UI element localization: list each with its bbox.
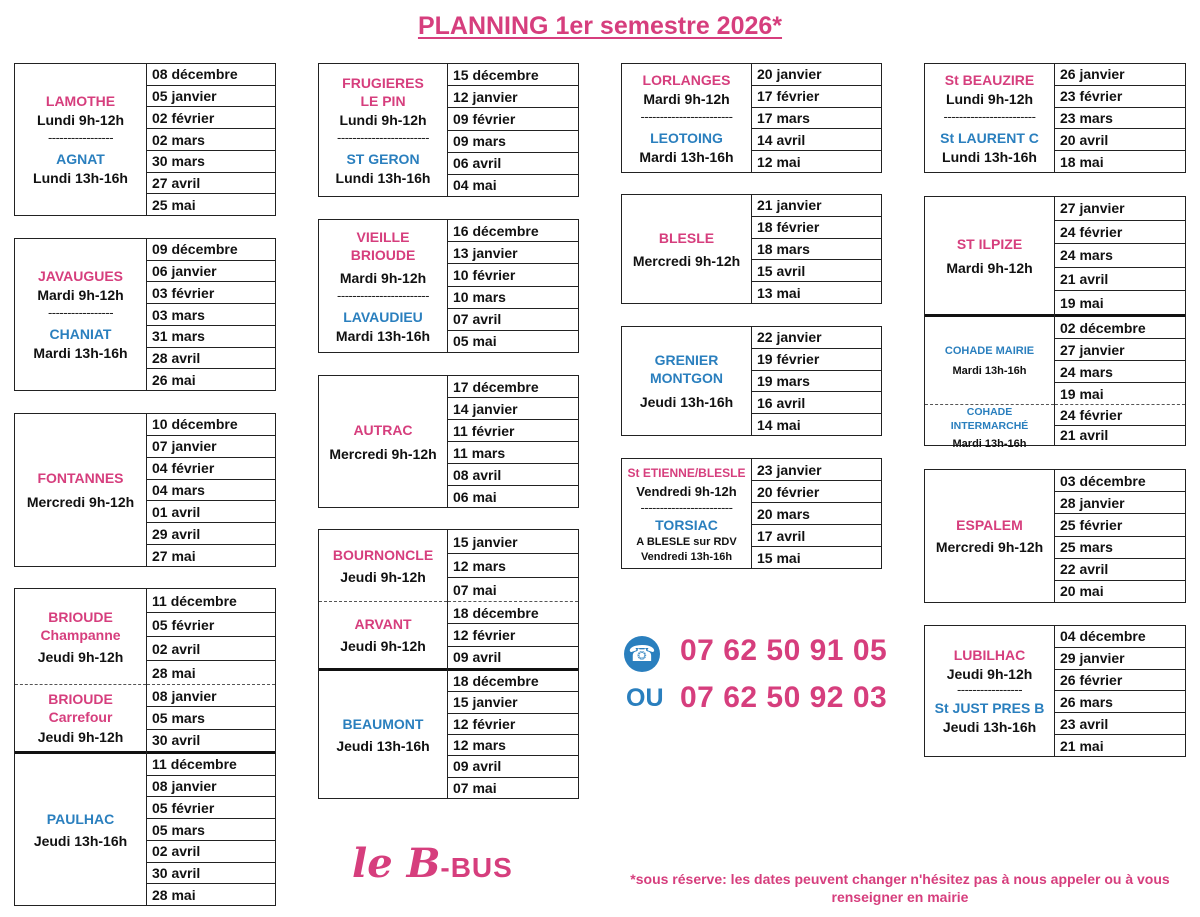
schedule-time: Mercredi 9h-12h: [329, 445, 437, 462]
commune-subname: Carrefour: [48, 709, 113, 725]
date-cell: 11 février: [448, 419, 578, 441]
date-cell: 19 mai: [1055, 382, 1185, 404]
schedule-time: Mercredi 9h-12h: [632, 252, 741, 269]
date-cell: 08 janvier: [152, 687, 217, 704]
date-cell: 05 février: [147, 796, 275, 818]
phone-number-1[interactable]: 07 62 50 91 05: [680, 634, 888, 667]
schedule-time: Jeudi 9h-12h: [37, 648, 124, 665]
date-cell: 02 avril: [147, 636, 275, 660]
date-cell: 05 février: [147, 612, 275, 636]
page-title: PLANNING 1er semestre 2026*: [417, 12, 783, 40]
date-cell: 07 avril: [448, 308, 578, 330]
date-cell: 02 mars: [147, 128, 275, 150]
date-cell: 03 décembre: [1060, 472, 1146, 489]
schedule-lubilhac-st-just: [924, 625, 1186, 757]
date-cell: 23 février: [1055, 85, 1185, 107]
date-cell: 12 février: [448, 713, 578, 734]
schedule-time: Vendredi 9h-12h: [636, 483, 737, 499]
or-label: OU: [626, 684, 664, 712]
commune-name: TORSIAC: [655, 516, 718, 533]
date-cell: 16 avril: [752, 391, 881, 413]
schedule-time: Jeudi 13h-16h: [336, 737, 430, 754]
commune-name: LUBILHAC: [953, 647, 1026, 663]
date-cell: 25 mai: [147, 193, 275, 215]
commune-name: ESPALEM: [956, 517, 1023, 533]
date-cell: 26 mars: [1055, 690, 1185, 712]
date-cell: 05 mars: [147, 818, 275, 840]
date-cell: 14 mai: [752, 413, 881, 435]
date-cell: 26 février: [1055, 669, 1185, 691]
schedule-bournoncle-arvant-beaumont: [318, 529, 579, 799]
date-cell: 20 février: [752, 480, 881, 502]
date-cell: 29 janvier: [1055, 647, 1185, 669]
date-cell: 04 mars: [147, 479, 275, 501]
schedule-time: Mardi 9h-12h: [37, 287, 124, 303]
commune-name: St JUST PRES B: [934, 700, 1045, 716]
date-cell: 22 avril: [1055, 558, 1185, 580]
date-cell: 11 décembre: [152, 756, 237, 773]
schedule-frugieres-st-geron: [318, 63, 579, 197]
separator: -----------------: [956, 682, 1023, 697]
date-cell: 12 janvier: [448, 85, 578, 107]
date-cell: 15 décembre: [453, 66, 539, 83]
date-cell: 07 janvier: [147, 435, 275, 457]
date-cell: 18 février: [752, 216, 881, 238]
separator: ------------------------: [640, 499, 733, 515]
date-cell: 21 mai: [1055, 734, 1185, 756]
date-cell: 24 mars: [1055, 360, 1185, 382]
schedule-autrac: [318, 375, 579, 508]
date-cell: 06 janvier: [147, 260, 275, 282]
date-cell: 19 février: [752, 348, 881, 370]
date-cell: 02 décembre: [1060, 319, 1146, 336]
date-cell: 30 mars: [147, 150, 275, 172]
date-cell: 20 avril: [1055, 128, 1185, 150]
separator: ------------------------: [943, 108, 1036, 124]
date-cell: 12 mars: [448, 553, 578, 577]
date-cell: 31 mars: [147, 325, 275, 347]
schedule-time: Mardi 9h-12h: [643, 90, 730, 107]
date-cell: 09 avril: [448, 755, 578, 776]
date-cell: 13 janvier: [448, 241, 578, 263]
commune-name: BRIOUDE: [48, 691, 113, 707]
schedule-grenier-montgon: [621, 326, 882, 436]
date-cell: 26 janvier: [1060, 66, 1125, 83]
separator: -----------------: [47, 305, 114, 320]
date-cell: 21 avril: [1055, 267, 1185, 291]
date-cell: 28 janvier: [1055, 491, 1185, 513]
schedule-time: Lundi 9h-12h: [945, 90, 1034, 107]
date-cell: 28 mai: [147, 660, 275, 684]
date-cell: 15 janvier: [453, 533, 518, 550]
date-cell: 17 avril: [752, 524, 881, 546]
schedule-time: Vendredi 13h-16h: [640, 550, 733, 563]
schedule-time: Jeudi 13h-16h: [942, 719, 1037, 735]
date-cell: 14 janvier: [448, 397, 578, 419]
commune-name: BEAUMONT: [342, 715, 424, 732]
date-cell: 25 mars: [1055, 536, 1185, 558]
commune-subname: Champanne: [40, 626, 121, 643]
commune-name: AUTRAC: [353, 421, 413, 438]
date-cell: 24 février: [1055, 220, 1185, 244]
phone-icon: ☎: [624, 636, 660, 672]
date-cell: 13 mai: [752, 281, 881, 303]
date-cell: 02 avril: [147, 840, 275, 862]
schedule-time: Mercredi 9h-12h: [935, 539, 1044, 555]
commune-subname: LE PIN: [360, 92, 406, 109]
separator: ------------------------: [337, 287, 429, 303]
date-cell: 29 avril: [147, 522, 275, 544]
date-cell: 17 mars: [752, 107, 881, 129]
date-cell: 30 avril: [147, 862, 275, 884]
schedule-time: Lundi 13h-16h: [942, 148, 1037, 165]
date-cell: 28 mai: [147, 883, 275, 905]
date-cell: 27 mai: [147, 544, 275, 566]
date-cell: 23 mars: [1055, 107, 1185, 129]
date-cell: 18 décembre: [453, 604, 539, 621]
date-cell: 05 mars: [147, 706, 275, 728]
phone-number-2[interactable]: 07 62 50 92 03: [680, 681, 888, 714]
schedule-brioude-paulhac: [14, 588, 276, 906]
schedule-st-ilpize-cohade: [924, 196, 1186, 450]
date-cell: 09 février: [448, 107, 578, 129]
date-cell: 19 mai: [1055, 290, 1185, 314]
date-cell: 27 janvier: [1060, 200, 1125, 217]
commune-name: BOURNONCLE: [332, 546, 434, 563]
commune-name: LAVAUDIEU: [343, 308, 423, 325]
date-cell: 04 décembre: [1060, 628, 1146, 645]
date-cell: 04 février: [147, 457, 275, 479]
date-cell: 16 décembre: [453, 222, 539, 239]
schedule-time: Lundi 9h-12h: [339, 111, 427, 128]
schedule-time: Jeudi 13h-16h: [639, 394, 734, 410]
schedule-time: Jeudi 9h-12h: [340, 568, 426, 585]
schedule-vieille-brioude-lavaudieu: [318, 219, 579, 353]
date-cell: 22 janvier: [757, 329, 822, 346]
date-cell: 26 mai: [147, 368, 275, 390]
commune-name: BLESLE: [658, 229, 715, 246]
date-cell: 08 janvier: [147, 775, 275, 797]
schedule-time: Mardi 13h-16h: [952, 438, 1027, 450]
commune-name: St ETIENNE/BLESLE: [627, 465, 746, 480]
footnote: *sous réserve: les dates peuvent changer n'hésitez pas à nous appeler ou à vous renseigner en mairie: [630, 871, 1170, 905]
date-cell: 27 avril: [147, 172, 275, 194]
date-cell: 24 mars: [1055, 243, 1185, 267]
schedule-espalem: [924, 469, 1186, 603]
date-cell: 15 janvier: [448, 691, 578, 712]
date-cell: 05 janvier: [147, 85, 275, 107]
schedule-time: Mardi 9h-12h: [946, 259, 1033, 276]
date-cell: 21 avril: [1055, 425, 1185, 446]
schedule-fontannes: [14, 413, 276, 567]
date-cell: 21 janvier: [757, 197, 822, 214]
date-cell: 18 mai: [1055, 150, 1185, 172]
commune-name: CHANIAT: [49, 326, 112, 342]
date-cell: 04 mai: [448, 174, 578, 196]
date-cell: 06 mai: [448, 485, 578, 507]
date-cell: 03 février: [147, 281, 275, 303]
schedule-time: Mardi 13h-16h: [33, 345, 128, 361]
separator: -----------------: [47, 130, 114, 145]
date-cell: 25 février: [1055, 513, 1185, 535]
date-cell: 28 avril: [147, 347, 275, 369]
date-cell: 09 avril: [448, 646, 578, 668]
date-cell: 12 mars: [448, 734, 578, 755]
commune-name: ST ILPIZE: [956, 235, 1023, 252]
date-cell: 18 mars: [752, 238, 881, 260]
commune-name: St BEAUZIRE: [944, 71, 1035, 88]
date-cell: 07 mai: [448, 577, 578, 601]
commune-name: VIEILLE BRIOUDE: [350, 228, 416, 263]
commune-name: FONTANNES: [37, 470, 124, 486]
date-cell: 03 mars: [147, 303, 275, 325]
commune-name: St LAURENT C: [940, 129, 1039, 146]
date-cell: 15 mai: [752, 546, 881, 568]
schedule-note: A BLESLE sur RDV: [636, 535, 737, 548]
date-cell: 27 janvier: [1055, 338, 1185, 360]
commune-name: COHADE INTERMARCHÉ: [950, 406, 1029, 432]
date-cell: 11 décembre: [152, 592, 237, 609]
date-cell: 12 février: [448, 623, 578, 645]
date-cell: 17 février: [752, 85, 881, 107]
schedule-time: Jeudi 9h-12h: [37, 729, 124, 745]
date-cell: 23 janvier: [757, 461, 822, 478]
commune-name: LORLANGES: [642, 71, 731, 88]
date-cell: 17 décembre: [453, 378, 539, 395]
commune-name: ST GERON: [346, 150, 420, 167]
commune-name: FRUGIERES: [342, 74, 424, 91]
commune-name: BRIOUDE: [48, 608, 113, 625]
commune-name: AGNAT: [56, 151, 105, 167]
date-cell: 20 mars: [752, 502, 881, 524]
schedule-time: Mercredi 9h-12h: [26, 494, 135, 510]
schedule-st-etienne-torsiac: [621, 458, 882, 569]
commune-name: PAULHAC: [46, 810, 115, 827]
commune-subname: MONTGON: [649, 370, 724, 386]
separator: ------------------------: [337, 129, 429, 145]
date-cell: 10 mars: [448, 286, 578, 308]
date-cell: 20 mai: [1055, 580, 1185, 602]
date-cell: 18 décembre: [453, 673, 539, 690]
date-cell: 05 mai: [448, 330, 578, 352]
schedule-lorlanges-leotoing: [621, 63, 882, 173]
date-cell: 14 avril: [752, 128, 881, 150]
schedule-time: Mardi 13h-16h: [639, 148, 734, 165]
schedule-time: Mardi 13h-16h: [335, 327, 431, 344]
schedule-lamothe-agnat: [14, 63, 276, 216]
schedule-time: Lundi 13h-16h: [33, 170, 128, 186]
schedule-time: Jeudi 13h-16h: [33, 832, 128, 849]
date-cell: 09 décembre: [152, 241, 238, 258]
date-cell: 15 avril: [752, 259, 881, 281]
commune-name: JAVAUGUES: [37, 268, 124, 284]
commune-name: COHADE MAIRIE: [944, 344, 1035, 357]
separator: ------------------------: [640, 108, 733, 124]
date-cell: 20 janvier: [757, 66, 822, 83]
le-b-bus-logo: le B-BUS: [352, 840, 513, 887]
schedule-blesle: [621, 194, 882, 304]
schedule-time: Lundi 9h-12h: [36, 112, 125, 128]
date-cell: 07 mai: [448, 777, 578, 798]
schedule-time: Lundi 13h-16h: [335, 169, 431, 186]
schedule-time: Jeudi 9h-12h: [340, 638, 426, 654]
date-cell: 12 mai: [752, 150, 881, 172]
date-cell: 06 avril: [448, 152, 578, 174]
date-cell: 10 février: [448, 263, 578, 285]
date-cell: 01 avril: [147, 500, 275, 522]
schedule-javaugues-chaniat: [14, 238, 276, 391]
date-cell: 08 avril: [448, 463, 578, 485]
date-cell: 11 mars: [448, 441, 578, 463]
commune-name: LEOTOING: [650, 129, 723, 146]
schedule-time: Mardi 9h-12h: [339, 269, 427, 286]
commune-name: ARVANT: [354, 616, 412, 632]
date-cell: 10 décembre: [152, 416, 238, 433]
date-cell: 09 mars: [448, 130, 578, 152]
commune-name: LAMOTHE: [45, 93, 116, 109]
schedule-st-beauzire-st-laurent: [924, 63, 1186, 173]
date-cell: 08 décembre: [152, 66, 238, 83]
schedule-time: Jeudi 9h-12h: [946, 666, 1033, 682]
date-cell: 30 avril: [147, 729, 275, 751]
commune-name: GRENIER: [654, 352, 719, 368]
date-cell: 02 février: [147, 106, 275, 128]
date-cell: 24 février: [1060, 406, 1123, 423]
date-cell: 19 mars: [752, 370, 881, 392]
date-cell: 23 avril: [1055, 712, 1185, 734]
schedule-time: Mardi 13h-16h: [952, 364, 1027, 377]
